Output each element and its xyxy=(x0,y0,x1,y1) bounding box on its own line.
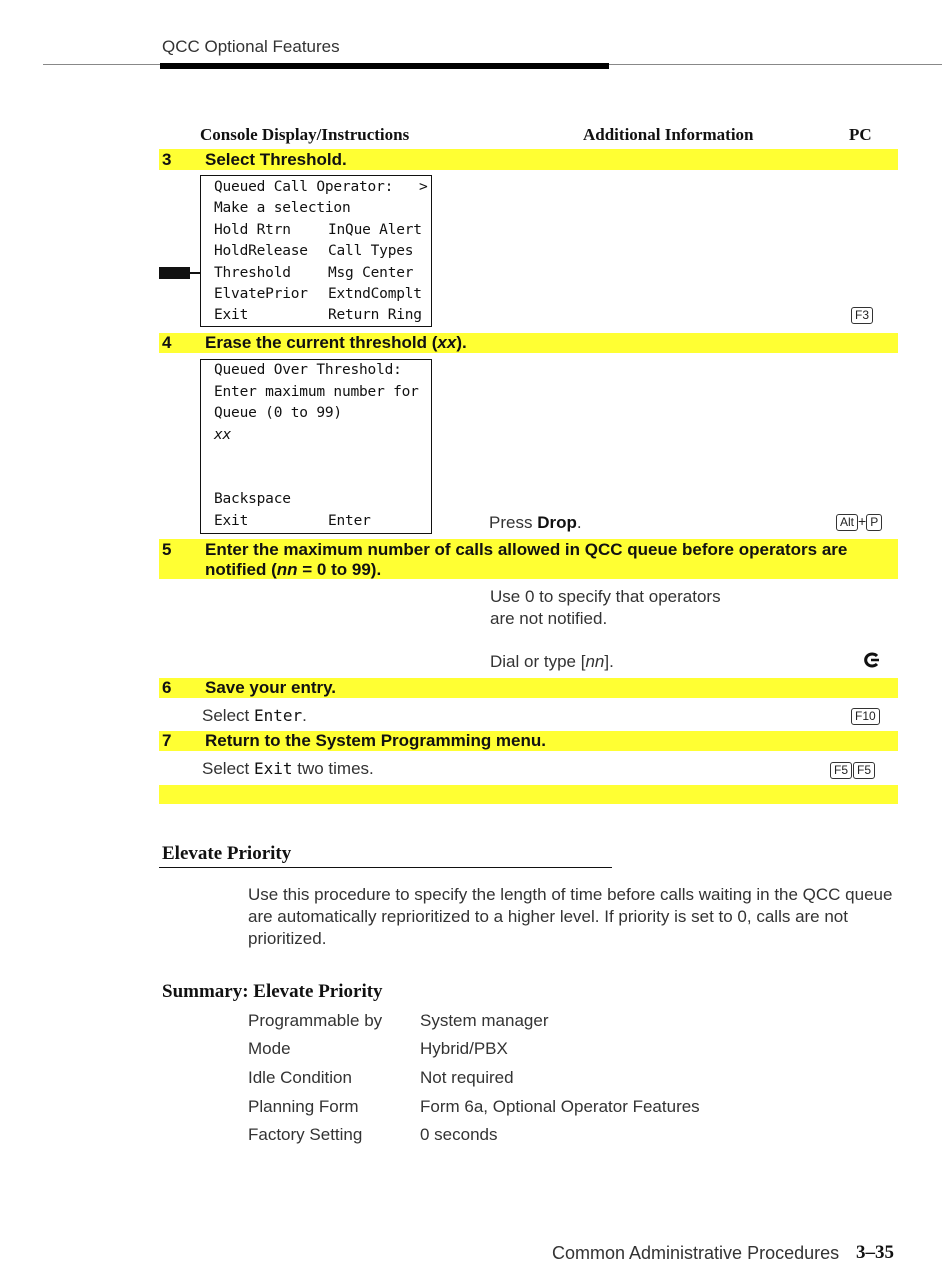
key-alt: Alt xyxy=(836,514,858,531)
menu-option-call-types: Call Types xyxy=(328,243,414,259)
header-accent-bar xyxy=(160,63,609,69)
section-rule xyxy=(159,867,612,868)
info-dial-or-type: Dial or type [nn]. xyxy=(490,652,614,671)
step-text: Return to the System Programming menu. xyxy=(205,731,546,750)
console-screen-queued-call-operator xyxy=(200,175,432,327)
info-press-drop: Press Drop. xyxy=(489,513,582,532)
column-heading-additional: Additional Information xyxy=(583,125,754,144)
selection-pointer-icon xyxy=(159,267,190,279)
info-use-zero: Use 0 to specify that operators are not notified. xyxy=(490,587,721,628)
column-heading-pc: PC xyxy=(849,125,872,144)
instruction-select-exit: Select Exit two times. xyxy=(202,759,374,778)
screen-option-exit: Exit xyxy=(214,513,249,529)
step-3-band xyxy=(159,149,898,170)
step-number: 7 xyxy=(162,731,172,750)
screen-subtitle: Make a selection xyxy=(214,200,351,216)
key-combo-alt-p: Alt + P xyxy=(836,513,882,531)
key-f5: F5 xyxy=(830,762,852,779)
menu-option-inque-alert: InQue Alert xyxy=(328,222,422,238)
menu-option-exit: Exit xyxy=(214,307,249,323)
key-f5: F5 xyxy=(853,762,875,779)
step-5-band xyxy=(159,539,898,579)
screen-line: Enter maximum number for xyxy=(214,384,419,400)
page-header-title: QCC Optional Features xyxy=(162,37,340,56)
key-f10: F10 xyxy=(851,708,880,725)
summary-row-mode: Mode Hybrid/PBX xyxy=(248,1039,508,1058)
elevate-priority-paragraph: Use this procedure to specify the length of time before calls waiting in the QCC queue are automatically reprioritized to a higher level. If priority is set to 0, calls are not prioritized. xyxy=(248,885,893,948)
summary-row-planning-form: Planning Form Form 6a, Optional Operator Features xyxy=(248,1097,700,1116)
screen-title: Queued Over Threshold: xyxy=(214,362,402,378)
step-number: 5 xyxy=(162,540,172,559)
summary-title: Summary: Elevate Priority xyxy=(162,981,383,1002)
section-title-elevate-priority: Elevate Priority xyxy=(162,843,292,864)
screen-arrow: > xyxy=(419,179,428,195)
menu-option-hold-rtrn: Hold Rtrn xyxy=(214,222,291,238)
screen-option-enter: Enter xyxy=(328,513,371,529)
step-number: 6 xyxy=(162,678,172,697)
menu-option-extndcomplt: ExtndComplt xyxy=(328,286,422,302)
step-text: Erase the current threshold (xx). xyxy=(205,333,467,352)
key-f3: F3 xyxy=(851,307,873,324)
selection-pointer-line xyxy=(188,272,200,274)
summary-row-idle-condition: Idle Condition Not required xyxy=(248,1068,514,1087)
summary-row-factory-setting: Factory Setting 0 seconds xyxy=(248,1125,498,1144)
step-4-band xyxy=(159,333,898,353)
menu-option-holdrelease: HoldRelease xyxy=(214,243,308,259)
console-screen-queued-over-threshold xyxy=(200,359,432,534)
step-number: 3 xyxy=(162,150,172,169)
summary-row-programmable-by: Programmable by System manager xyxy=(248,1011,549,1030)
screen-line: Queue (0 to 99) xyxy=(214,405,342,421)
menu-option-return-ring: Return Ring xyxy=(328,307,422,323)
screen-value: xx xyxy=(214,427,232,443)
key-p: P xyxy=(866,514,882,531)
menu-option-elvateprior: ElvatePrior xyxy=(214,286,308,302)
screen-option-backspace: Backspace xyxy=(214,491,291,507)
footer-chapter-title: Common Administrative Procedures xyxy=(552,1243,840,1263)
menu-option-msg-center: Msg Center xyxy=(328,265,414,281)
dial-pad-icon xyxy=(862,652,880,668)
step-6-band xyxy=(159,678,898,698)
column-heading-console: Console Display/Instructions xyxy=(200,125,410,144)
footer-page-number: 3–35 xyxy=(856,1242,894,1263)
screen-title: Queued Call Operator: xyxy=(214,179,394,195)
instruction-select-enter: Select Enter. xyxy=(202,706,307,725)
table-end-band xyxy=(159,785,898,804)
step-7-band xyxy=(159,731,898,751)
key-combo-f5-f5 xyxy=(830,761,875,779)
menu-option-threshold: Threshold xyxy=(214,265,291,281)
step-text: Select Threshold. xyxy=(205,150,347,169)
step-text: Enter the maximum number of calls allowed in QCC queue before operators are notified (nn = 0 to 99). xyxy=(205,540,848,579)
step-number: 4 xyxy=(162,333,172,352)
step-text: Save your entry. xyxy=(205,678,337,697)
